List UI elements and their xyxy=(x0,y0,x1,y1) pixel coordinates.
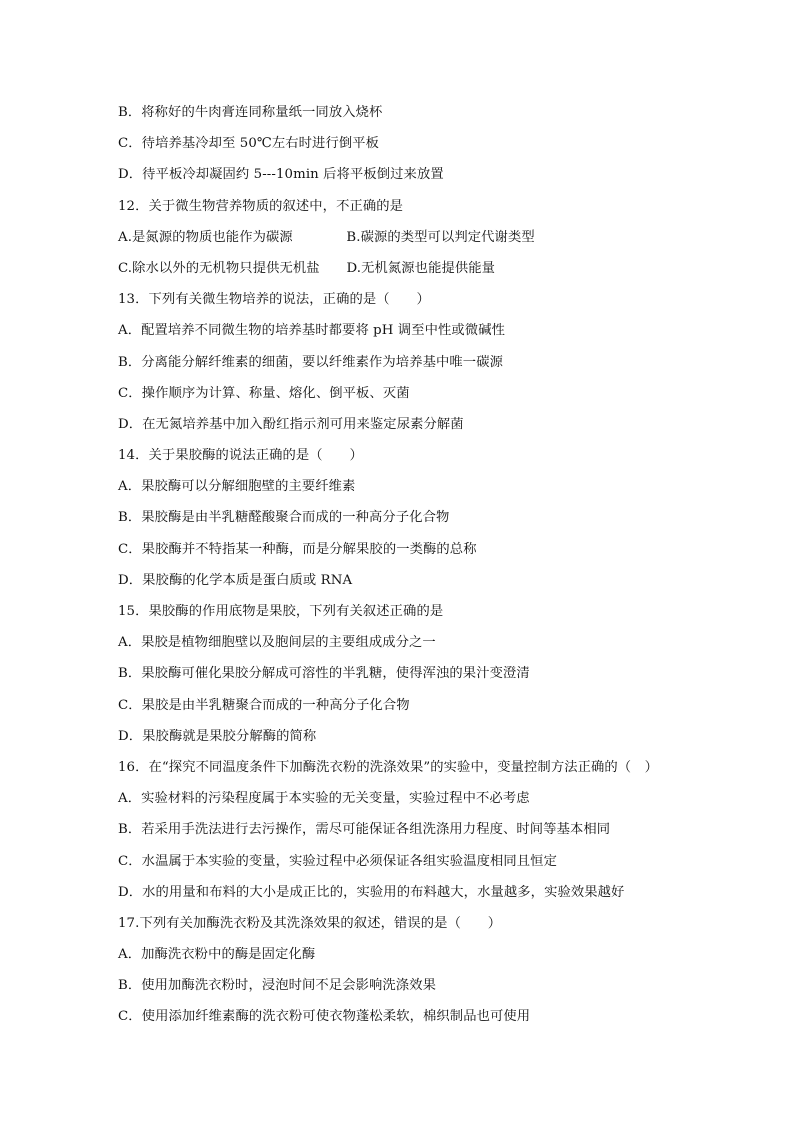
text-line: A．实验材料的污染程度属于本实验的无关变量，实验过程中不必考虑 xyxy=(118,791,530,807)
question-14-stem: 14．关于果胶酶的说法正确的是（ ） xyxy=(118,448,363,464)
text-line: A．果胶酶可以分解细胞壁的主要纤维素 xyxy=(118,479,356,495)
text-line: D．果胶酶就是果胶分解酶的简称 xyxy=(118,728,317,744)
question-17-stem: 17.下列有关加酶洗衣粉及其洗涤效果的叙述，错误的是（ ） xyxy=(118,915,502,931)
text-line: D．果胶酶的化学本质是蛋白质或 RNA xyxy=(118,572,353,588)
text-line: C．待培养基冷却至 50℃左右时进行倒平板 xyxy=(118,136,380,152)
text-line: B．果胶酶是由半乳糖醛酸聚合而成的一种高分子化合物 xyxy=(118,510,450,526)
text-line: A．加酶洗衣粉中的酶是固定化酶 xyxy=(118,947,316,963)
text-line: A．果胶是植物细胞壁以及胞间层的主要组成成分之一 xyxy=(118,635,436,651)
question-15-stem: 15．果胶酶的作用底物是果胶，下列有关叙述正确的是 xyxy=(118,604,444,619)
text-line: B．将称好的牛肉膏连同称量纸一同放入烧杯 xyxy=(118,105,383,120)
text-line: B．果胶酶可催化果胶分解成可溶性的半乳糖，使得浑浊的果汁变澄清 xyxy=(118,666,530,682)
question-16-stem: 16．在“探究不同温度条件下加酶洗衣粉的洗涤效果”的实验中，变量控制方法正确的（ ） xyxy=(118,759,658,775)
text-line: C．果胶是由半乳糖聚合而成的一种高分子化合物 xyxy=(118,697,410,713)
text-line: C．操作顺序为计算、称量、熔化、倒平板、灭菌 xyxy=(118,385,410,401)
text-line: D．在无氮培养基中加入酚红指示剂可用来鉴定尿素分解菌 xyxy=(118,416,464,432)
question-12-stem: 12．关于微生物营养物质的叙述中，不正确的是 xyxy=(118,198,404,214)
text-line: C.除水以外的无机物只提供无机盐 D.无机氮源也能提供能量 xyxy=(118,260,496,276)
text-line: A．配置培养不同微生物的培养基时都要将 pH 调至中性或微碱性 xyxy=(118,323,505,339)
text-line: D．待平板冷却凝固约 5---10min 后将平板倒过来放置 xyxy=(118,167,444,183)
text-line: D．水的用量和布料的大小是成正比的，实验用的布料越大，水量越多，实验效果越好 xyxy=(118,884,625,900)
question-text-block xyxy=(118,103,758,1039)
text-line: C．使用添加纤维素酶的洗衣粉可使衣物蓬松柔软，棉织制品也可使用 xyxy=(118,1009,531,1025)
text-line: B．分离能分解纤维素的细菌，要以纤维素作为培养基中唯一碳源 xyxy=(118,354,503,370)
text-line: C．果胶酶并不特指某一种酶，而是分解果胶的一类酶的总称 xyxy=(118,541,477,557)
text-line: B．使用加酶洗衣粉时，浸泡时间不足会影响洗涤效果 xyxy=(118,978,436,994)
text-line: B．若采用手洗法进行去污操作，需尽可能保证各组洗涤用力程度、时间等基本相同 xyxy=(118,822,611,838)
question-13-stem: 13．下列有关微生物培养的说法，正确的是（ ） xyxy=(118,292,430,308)
text-line: A.是氮源的物质也能作为碳源 B.碳源的类型可以判定代谢类型 xyxy=(118,229,535,245)
text-line: C．水温属于本实验的变量，实验过程中必须保证各组实验温度相同且恒定 xyxy=(118,853,557,869)
